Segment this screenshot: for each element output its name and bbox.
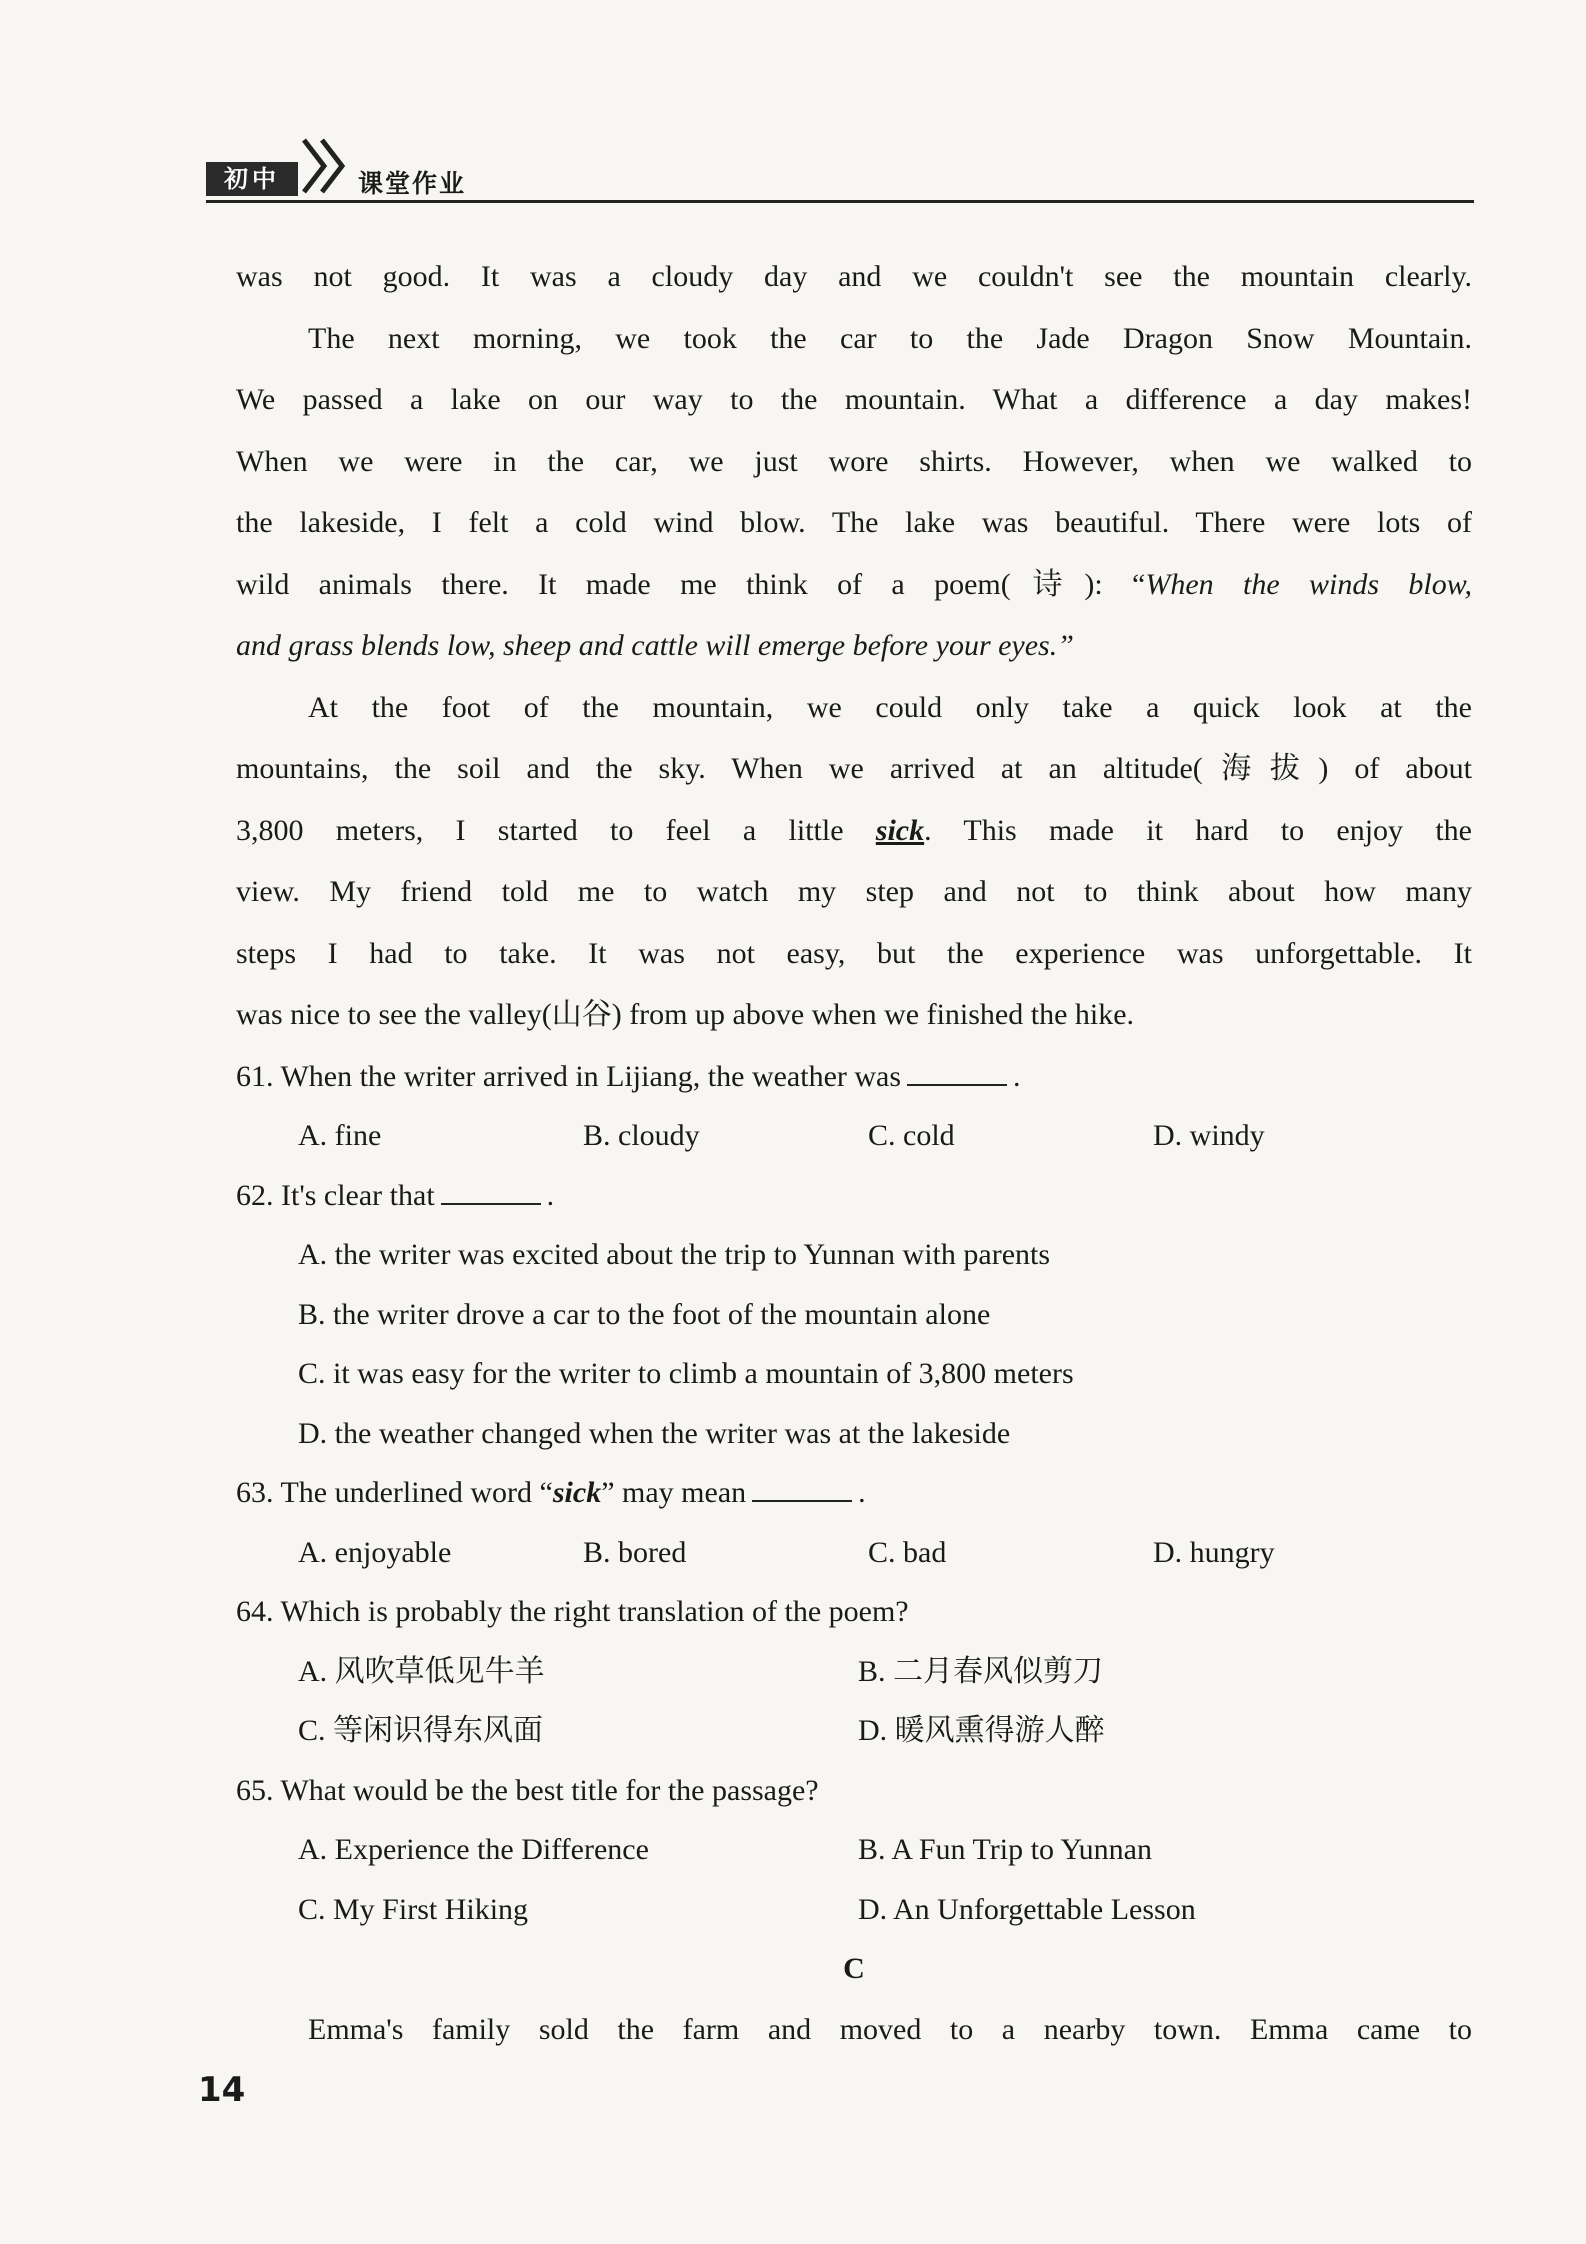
header-title: 课堂作业: [358, 169, 467, 198]
option-a: A. enjoyable: [298, 1535, 452, 1569]
passage-line: When we were in the car, we just wore shirts. However, when we walked to: [236, 444, 1472, 478]
answer-blank: [907, 1062, 1007, 1086]
option-a: A. Experience the Difference: [298, 1833, 649, 1866]
option-d: D. hungry: [1153, 1535, 1275, 1569]
option-a: A. the writer was excited about the trip to Yunnan with parents: [298, 1238, 1051, 1271]
question-63-options: [236, 1528, 1472, 1588]
header-badge: 初中: [206, 162, 298, 196]
question-61-options: [236, 1111, 1472, 1171]
option-c: C. it was easy for the writer to climb a mountain of 3,800 meters: [298, 1357, 1074, 1390]
passage-line: At the foot of the mountain, we could only take a quick look at the: [308, 690, 1472, 724]
question-64-options-row2: [236, 1706, 1472, 1766]
passage-line: was nice to see the valley(山谷) from up above when we finished the hike.: [236, 998, 1135, 1031]
question-stem: 63. The underlined word “: [236, 1476, 553, 1509]
passage-line: We passed a lake on our way to the mountain. What a difference a day makes!: [236, 383, 1472, 416]
answer-blank: [441, 1181, 541, 1205]
option-b: B. bored: [583, 1535, 687, 1569]
passage-line: the lakeside, I felt a cold wind blow. The lake was beautiful. There were lots of: [236, 506, 1472, 539]
option-c: C. bad: [868, 1535, 947, 1569]
passage-line: was not good. It was a cloudy day and we couldn't see the mountain clearly.: [236, 260, 1472, 293]
question-64-options-row1: [236, 1647, 1472, 1707]
passage-line: steps I had to take. It was not easy, but the experience was unforgettable. It: [236, 936, 1472, 970]
option-c: C. My First Hiking: [298, 1892, 529, 1926]
question-65-options-row1: [236, 1825, 1472, 1885]
passage-line: Emma's family sold the farm and moved to a nearby town. Emma came to: [308, 2013, 1472, 2046]
passage-line-poem-start: [236, 560, 1472, 622]
page-number: 14: [198, 2070, 246, 2110]
underlined-word: sick: [875, 813, 925, 847]
option-b: B. cloudy: [583, 1119, 700, 1152]
question-61: 61. When the writer arrived in Lijiang, the weather was .: [236, 1059, 1021, 1093]
question-64: 64. Which is probably the right translation of the poem?: [236, 1595, 909, 1628]
option-a: A. fine: [298, 1119, 382, 1152]
option-a: A. 风吹草低见牛羊: [298, 1654, 545, 1688]
option-d: D. the weather changed when the writer was at the lakeside: [298, 1416, 1011, 1450]
passage-line: mountains, the soil and the sky. When we arrived at an altitude(海拔) of about: [236, 752, 1472, 785]
passage-text: 3,800 meters, I started to feel a little: [236, 813, 876, 847]
section-heading: C: [843, 1952, 865, 1985]
question-62: 62. It's clear that .: [236, 1178, 555, 1212]
poem-text: When the winds blow,: [1145, 567, 1472, 601]
question-stem: 62. It's clear that: [236, 1178, 435, 1212]
option-c: C. cold: [868, 1119, 955, 1152]
question-65: 65. What would be the best title for the passage?: [236, 1773, 819, 1807]
option-c: C. 等闲识得东风面: [298, 1714, 544, 1747]
passage-line-sick: [236, 806, 1472, 868]
passage-line: view. My friend told me to watch my step and not to think about how many: [236, 875, 1472, 908]
quoted-word: sick: [552, 1476, 602, 1509]
option-d: D. An Unforgettable Lesson: [858, 1892, 1196, 1926]
option-d: D. 暖风熏得游人醉: [858, 1714, 1105, 1747]
double-chevron-icon: [298, 136, 354, 196]
option-b: B. 二月春风似剪刀: [858, 1654, 1104, 1688]
answer-blank: [752, 1478, 852, 1502]
passage-text: . This made it hard to enjoy the: [924, 813, 1472, 847]
passage-line: The next morning, we took the car to the Jade Dragon Snow Mountain.: [308, 321, 1472, 355]
question-65-options-row2: [236, 1885, 1472, 1945]
passage-line-poem-end: and grass blends low, sheep and cattle will emerge before your eyes.”: [236, 629, 1074, 662]
option-d: D. windy: [1153, 1119, 1265, 1152]
question-stem: ” may mean: [601, 1476, 747, 1509]
question-63: 63. The underlined word “sick” may mean .: [236, 1476, 866, 1509]
page-header: [206, 160, 1474, 203]
question-stem: 61. When the writer arrived in Lijiang, the weather was: [236, 1059, 902, 1093]
page-content: [236, 252, 1472, 2067]
option-b: B. A Fun Trip to Yunnan: [858, 1833, 1152, 1866]
passage-text: wild animals there. It made me think of a poem(诗): “: [236, 567, 1146, 601]
option-b: B. the writer drove a car to the foot of the mountain alone: [298, 1297, 991, 1331]
